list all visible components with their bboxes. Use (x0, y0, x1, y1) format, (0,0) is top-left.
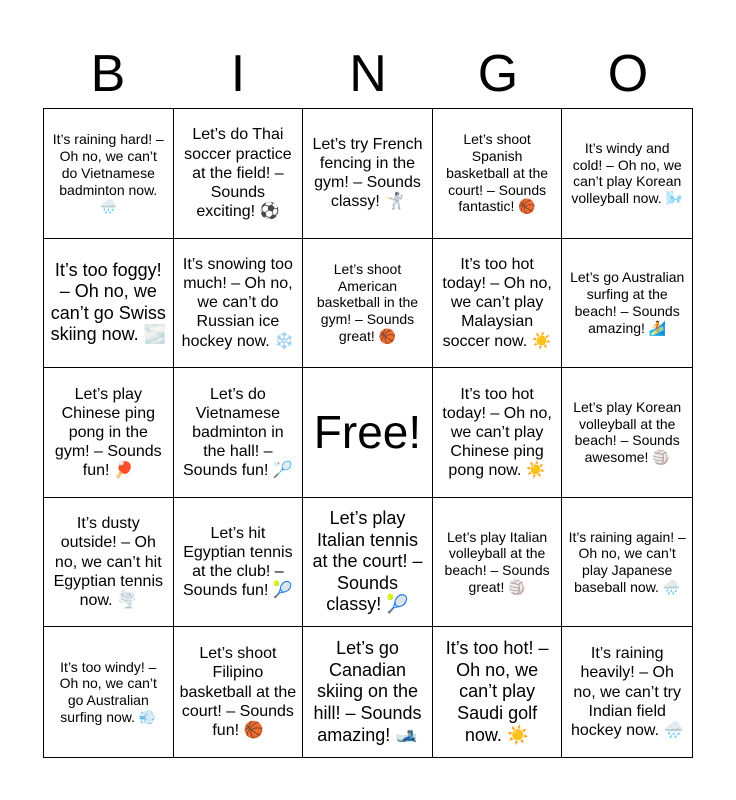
cell-text: Let’s do Thai soccer practice at the field! – Sounds exciting! ⚽ (184, 126, 292, 221)
cell-text: It’s dusty outside! – Oh no, we can’t hit Egyptian tennis now. 🌪️ (53, 515, 163, 609)
free-space-label: Free! (313, 405, 422, 458)
header-letter-b: B (90, 45, 126, 103)
cell-text: Let’s go Canadian skiing on the hill! – Sounds amazing! 🎿 (313, 638, 422, 745)
cell-text: It’s too windy! – Oh no, we can’t go Australian surfing now. 💨 (59, 658, 157, 725)
cell-text: It’s snowing too much! – Oh no, we can’t do Russian ice hockey now. ❄️ (181, 255, 295, 350)
cell-text: Let’s go Australian surfing at the beach! – Sounds amazing! 🏄 (570, 269, 685, 336)
header-letter-g: G (477, 45, 519, 103)
cell-text: It’s too hot! – Oh no, we can’t play Saudi golf now. ☀️ (445, 638, 549, 745)
cell-text: It’s too hot today! – Oh no, we can’t play Chinese ping pong now. ☀️ (442, 385, 552, 480)
bingo-cell-r5c1[interactable] (44, 627, 174, 757)
cell-text: Let’s play Korean volleyball at the beach! – Sounds awesome! 🏐 (573, 398, 682, 466)
bingo-cell-r3c2[interactable] (174, 368, 304, 498)
cell-text: It’s raining again! – Oh no, we can’t play Japanese baseball now. 🌧️ (568, 528, 686, 595)
bingo-cell-r1c2[interactable] (174, 109, 304, 239)
cell-text: Let’s try French fencing in the gym! – Sounds classy! 🤺 (312, 135, 423, 211)
bingo-cell-r3c1[interactable] (44, 368, 174, 498)
cell-text: Let’s play Italian tennis at the court! – Sounds classy! 🎾 (312, 508, 423, 615)
header-letter-i: I (230, 45, 246, 103)
bingo-cell-r5c4[interactable] (433, 627, 563, 757)
cell-text: It’s too hot today! – Oh no, we can’t play Malaysian soccer now. ☀️ (442, 255, 552, 350)
cell-text: Let’s play Italian volleyball at the beach! – Sounds great! 🏐 (444, 528, 550, 595)
bingo-cell-r2c4[interactable] (433, 239, 563, 369)
header-letter-o: O (607, 45, 649, 103)
bingo-cell-r4c1[interactable] (44, 498, 174, 628)
cell-text: It’s windy and cold! – Oh no, we can’t play Korean volleyball now. 🌬️ (571, 139, 683, 207)
bingo-cell-r3c5[interactable] (562, 368, 692, 498)
bingo-cell-r2c5[interactable] (562, 239, 692, 369)
bingo-cell-free[interactable] (303, 368, 433, 498)
bingo-cell-r1c4[interactable] (433, 109, 563, 239)
cell-text: Let’s hit Egyptian tennis at the club! – Sounds fun! 🎾 (183, 524, 293, 600)
bingo-cell-r5c2[interactable] (174, 627, 304, 757)
header-letter-n: N (349, 45, 387, 103)
cell-text: Let’s shoot Spanish basketball at the court! – Sounds fantastic! 🏀 (446, 131, 549, 215)
bingo-cell-r4c5[interactable] (562, 498, 692, 628)
bingo-cell-r4c2[interactable] (174, 498, 304, 628)
cell-text: It’s too foggy! – Oh no, we can’t go Swiss skiing now. 🌫️ (50, 259, 167, 345)
cell-text: Let’s shoot American basketball in the gym! – Sounds great! 🏀 (316, 260, 419, 345)
bingo-cell-r2c1[interactable] (44, 239, 174, 369)
bingo-cell-r2c3[interactable] (303, 239, 433, 369)
cell-text: It’s raining heavily! – Oh no, we can’t try Indian field hockey now. 🌧️ (570, 645, 684, 739)
bingo-cell-r3c4[interactable] (433, 368, 563, 498)
bingo-cell-r4c3[interactable] (303, 498, 433, 628)
bingo-cell-r1c1[interactable] (44, 109, 174, 239)
bingo-cell-r5c5[interactable] (562, 627, 692, 757)
cell-text: Let’s do Vietnamese badminton in the hall! – Sounds fun! 🏸 (183, 385, 293, 480)
cell-text: It’s raining hard! – Oh no, we can’t do Vietnamese badminton now. 🌧️ (52, 131, 164, 215)
cell-text: Let’s play Chinese ping pong in the gym! – Sounds fun! 🏓 (54, 385, 162, 480)
cell-text: Let’s shoot Filipino basketball at the court! – Sounds fun! 🏀 (179, 645, 297, 739)
bingo-cell-r5c3[interactable] (303, 627, 433, 757)
bingo-cell-r1c5[interactable] (562, 109, 692, 239)
bingo-cell-r4c4[interactable] (433, 498, 563, 628)
bingo-cell-r1c3[interactable] (303, 109, 433, 239)
bingo-header (43, 40, 693, 108)
bingo-board (43, 108, 693, 758)
bingo-cell-r2c2[interactable] (174, 239, 304, 369)
